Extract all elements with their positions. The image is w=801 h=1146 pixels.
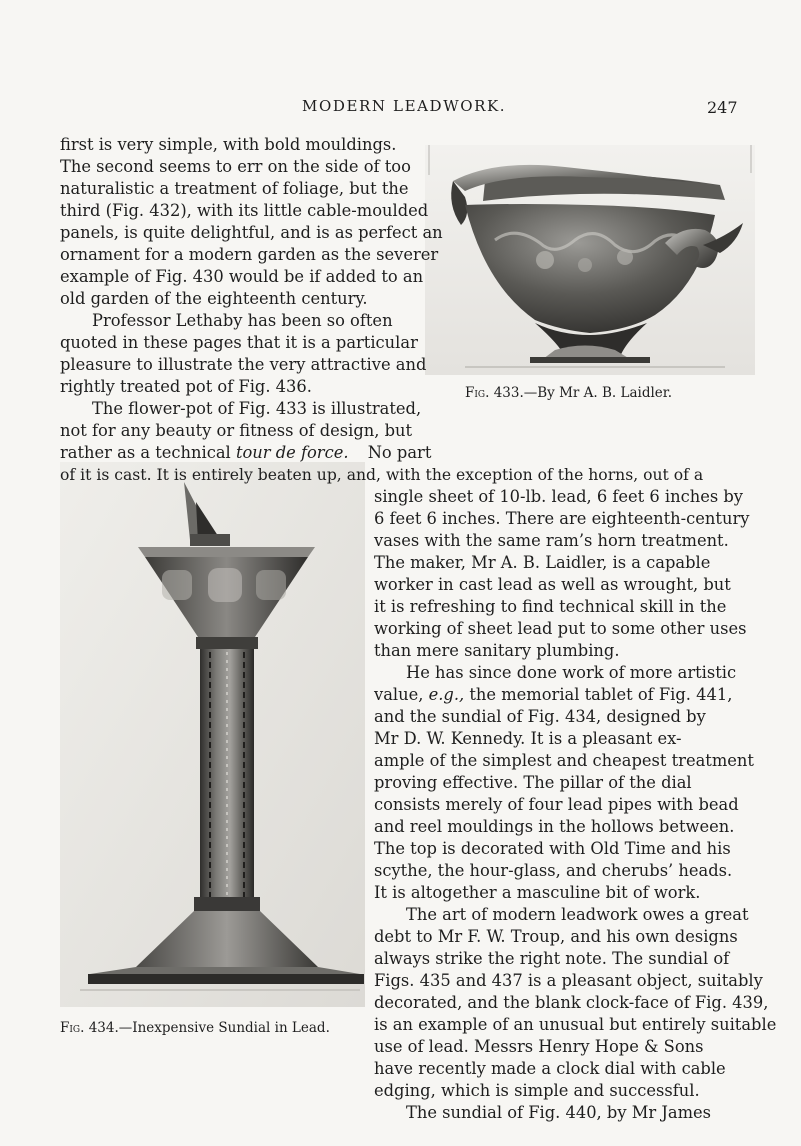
text-line: worker in cast lead as well as wrought, but	[374, 575, 731, 594]
text-line: vases with the same ram’s horn treatment.	[374, 531, 729, 550]
figure-433-caption-label: Fig.	[465, 385, 490, 401]
text-line: The art of modern leadwork owes a great	[406, 905, 749, 924]
text-line: not for any beauty or fitness of design, but	[60, 421, 413, 440]
italic-phrase: tour de force.	[235, 443, 349, 462]
text-line: quoted in these pages that it is a particular	[60, 333, 418, 352]
text-run: rather as a technical	[60, 443, 231, 462]
text-line: panels, is quite delightful, and is as perfect an	[60, 223, 443, 242]
figure-433	[425, 145, 755, 375]
text-run: value,	[374, 685, 424, 704]
text-line: 6 feet 6 inches. There are eighteenth-century	[374, 509, 750, 528]
text-run: the memorial tablet of Fig. 441,	[469, 685, 733, 704]
lead-sundial-on-pillar-icon	[60, 462, 365, 1007]
text-line: Mr D. W. Kennedy. It is a pleasant ex-	[374, 729, 682, 748]
text-line: single sheet of 10-lb. lead, 6 feet 6 inches by	[374, 487, 744, 506]
text-line: it is refreshing to find technical skill in the	[374, 597, 727, 616]
text-line: consists merely of four lead pipes with bead	[374, 795, 739, 814]
italic-phrase: e.g.,	[428, 685, 465, 704]
figure-434	[60, 462, 365, 1007]
text-line: ornament for a modern garden as the severer	[60, 245, 439, 264]
text-line: The top is decorated with Old Time and his	[374, 839, 731, 858]
text-line: third (Fig. 432), with its little cable-moulded	[60, 201, 429, 220]
text-line: scythe, the hour-glass, and cherubs’ heads.	[374, 861, 733, 880]
figure-433-caption	[465, 385, 672, 401]
text-line: He has since done work of more artistic	[406, 663, 737, 682]
text-line: rightly treated pot of Fig. 436.	[60, 377, 312, 396]
text-line: The sundial of Fig. 440, by Mr James	[406, 1103, 711, 1122]
text-line	[374, 684, 732, 706]
text-line	[60, 442, 431, 464]
text-line: of it is cast. It is entirely beaten up, and, with the exception of the horns, out of a	[60, 466, 704, 484]
page-number: 247	[707, 98, 738, 117]
text-line: naturalistic a treatment of foliage, but the	[60, 179, 409, 198]
text-line: always strike the right note. The sundial of	[374, 949, 730, 968]
text-line: first is very simple, with bold mouldings.	[60, 135, 397, 154]
text-run: No part	[367, 443, 432, 462]
text-line: have recently made a clock dial with cable	[374, 1059, 726, 1078]
figure-434-caption	[60, 1020, 330, 1036]
text-line: ample of the simplest and cheapest treatment	[374, 751, 754, 770]
text-line: Figs. 435 and 437 is a pleasant object, suitably	[374, 971, 763, 990]
text-line: and reel mouldings in the hollows between.	[374, 817, 735, 836]
text-line: debt to Mr F. W. Troup, and his own designs	[374, 927, 738, 946]
text-line: and the sundial of Fig. 434, designed by	[374, 707, 706, 726]
text-line: The maker, Mr A. B. Laidler, is a capable	[374, 553, 711, 572]
text-line: than mere sanitary plumbing.	[374, 641, 620, 660]
text-line: is an example of an unusual but entirely suitable	[374, 1015, 777, 1034]
text-line: The flower-pot of Fig. 433 is illustrated,	[92, 399, 422, 418]
text-line: proving effective. The pillar of the dial	[374, 773, 692, 792]
figure-434-caption-text: 434.—Inexpensive Sundial in Lead.	[88, 1020, 330, 1036]
text-line: old garden of the eighteenth century.	[60, 289, 368, 308]
text-line: pleasure to illustrate the very attractive and	[60, 355, 427, 374]
text-line: The second seems to err on the side of too	[60, 157, 411, 176]
figure-434-caption-label: Fig.	[60, 1020, 85, 1036]
figure-433-caption-text: 433.—By Mr A. B. Laidler.	[493, 385, 673, 401]
text-line: decorated, and the blank clock-face of Fig. 439,	[374, 993, 769, 1012]
text-line: example of Fig. 430 would be if added to an	[60, 267, 424, 286]
text-line: Professor Lethaby has been so often	[92, 311, 393, 330]
text-line: edging, which is simple and successful.	[374, 1081, 700, 1100]
text-line: It is altogether a masculine bit of work.	[374, 883, 701, 902]
text-line: use of lead. Messrs Henry Hope & Sons	[374, 1037, 704, 1056]
running-title: MODERN LEADWORK.	[302, 97, 507, 115]
lead-vase-with-rams-horns-icon	[425, 145, 755, 375]
text-line: working of sheet lead put to some other uses	[374, 619, 747, 638]
